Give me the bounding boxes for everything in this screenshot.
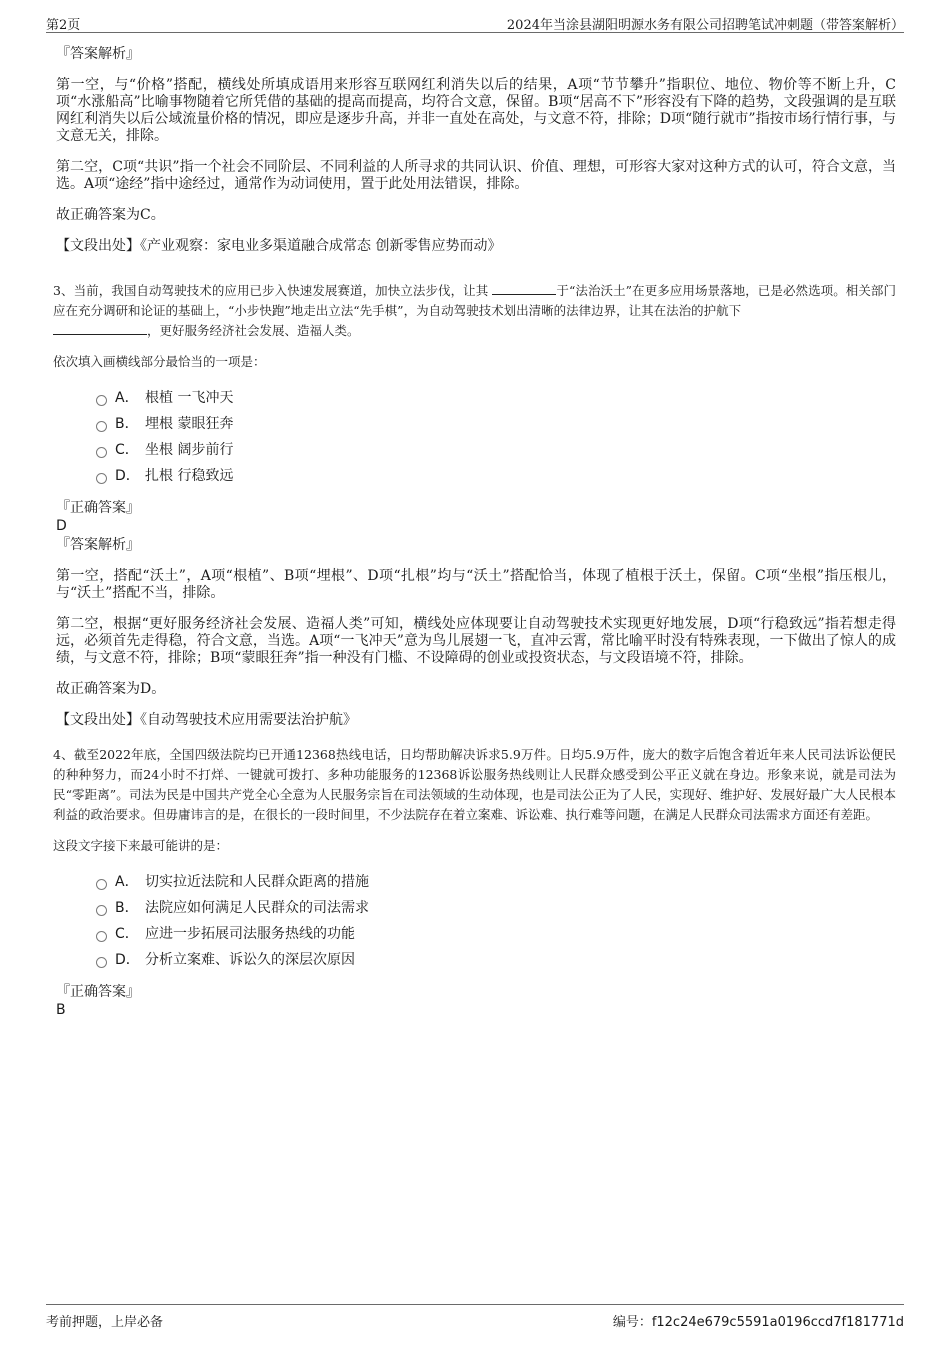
option-text: 分析立案难、诉讼久的深层次原因 <box>145 952 355 968</box>
page-header <box>46 12 904 33</box>
analysis-label: 『答案解析』 <box>56 537 140 553</box>
analysis-paragraph: 第二空，C项“共识”指一个社会不同阶层、不同利益的人所寻求的共同认识、价值、理想，可形容大家对这种方式的认可，符合文意，当选。A项“途经”指中途经过，通常作为动词使用，置于此处用法错误，排除。 <box>56 159 896 192</box>
radio-icon[interactable] <box>96 447 107 458</box>
option-text: 坐根 阔步前行 <box>145 442 234 458</box>
option-text: 应进一步拓展司法服务热线的功能 <box>145 926 355 942</box>
analysis-paragraph: 第二空，根据“更好服务经济社会发展、造福人类”可知，横线处应体现要让自动驾驶技术实现更好地发展，D项“行稳致远”指若想走得远，必须首先走得稳，符合文意，当选。A项“一飞冲天”意为鸟儿展翅一飞，直冲云霄，常比喻平时没有特殊表现，一下做出了惊人的成绩，与文意不符，排除；B项“蒙眼狂奔”指一种没有门槛、不设障碍的创业或投资状态，与文段语境不符，排除。 <box>56 616 896 666</box>
correct-answer-label: 『正确答案』 <box>56 500 140 516</box>
option-d[interactable] <box>96 947 896 973</box>
question-stem-3 <box>53 281 896 341</box>
option-letter: A． <box>115 390 139 406</box>
option-b[interactable] <box>96 411 896 437</box>
radio-icon[interactable] <box>96 905 107 916</box>
page-number: 第2页 <box>46 18 81 33</box>
analysis-paragraph: 第一空，搭配“沃土”，A项“根植”、B项“埋根”、D项“扎根”均与“沃土”搭配恰当，体现了植根于沃土，保留。C项“坐根”指压根儿，与“沃土”搭配不当，排除。 <box>56 568 896 601</box>
page-footer <box>46 1304 904 1330</box>
analysis-label: 『答案解析』 <box>56 46 140 62</box>
option-list <box>96 869 896 973</box>
answer-conclusion: 故正确答案为D。 <box>56 681 166 697</box>
fill-blank <box>492 281 556 295</box>
radio-icon[interactable] <box>96 879 107 890</box>
analysis-paragraph: 第一空，与“价格”搭配，横线处所填成语用来形容互联网红利消失以后的结果，A项“节节攀升”指职位、地位、物价等不断上升，C项“水涨船高”比喻事物随着它所凭借的基础的提高而提高，均符合文意，保留。B项“居高不下”形容没有下降的趋势，文段强调的是互联网红利消失以后公域流量价格的情况，即应是逐步升高，并非一直处在高处，与文意不符，排除；D项“随行就市”指按市场行情行事，与文意无关，排除。 <box>56 77 896 144</box>
correct-answer-label: 『正确答案』 <box>56 984 140 1000</box>
radio-icon[interactable] <box>96 395 107 406</box>
option-c[interactable] <box>96 921 896 947</box>
document-id: 编号：f12c24e679c5591a0196ccd7f181771d <box>612 1315 904 1330</box>
correct-answer-value: D <box>56 518 67 534</box>
document-title: 2024年当涂县湖阳明源水务有限公司招聘笔试冲刺题（带答案解析） <box>506 18 904 33</box>
option-letter: C． <box>115 926 139 942</box>
radio-icon[interactable] <box>96 473 107 484</box>
correct-answer-value: B <box>56 1002 66 1018</box>
option-text: 切实拉近法院和人民群众距离的措施 <box>145 874 369 890</box>
option-text: 埋根 蒙眼狂奔 <box>145 416 234 432</box>
page-content <box>53 46 896 1021</box>
question-prompt: 这段文字接下来最可能讲的是： <box>53 838 229 853</box>
radio-icon[interactable] <box>96 421 107 432</box>
fill-blank <box>53 321 147 335</box>
option-d[interactable] <box>96 463 896 489</box>
option-list <box>96 385 896 489</box>
source-citation: 【文段出处】《自动驾驶技术应用需要法治护航》 <box>56 712 357 728</box>
option-letter: B． <box>115 900 139 916</box>
option-letter: D． <box>115 468 140 484</box>
option-letter: C． <box>115 442 139 458</box>
stem-text: 于“法治沃土”在更多应用场景落地，已是必然选项。相关部门应在充分调研和论证的基础上，“小步快跑”地走出立法“先手棋”，为自动驾驶技术划出清晰的法律边界，让其在法治的护航下 <box>53 283 896 318</box>
stem-text: ，更好服务经济社会发展、造福人类。 <box>147 323 360 338</box>
radio-icon[interactable] <box>96 957 107 968</box>
option-b[interactable] <box>96 895 896 921</box>
footer-slogan: 考前押题，上岸必备 <box>46 1315 164 1330</box>
stem-text: 3、当前，我国自动驾驶技术的应用已步入快速发展赛道，加快立法步伐，让其 <box>53 283 489 298</box>
source-citation: 【文段出处】《产业观察：家电业多渠道融合成常态 创新零售应势而动》 <box>56 238 502 254</box>
option-letter: B． <box>115 416 139 432</box>
option-c[interactable] <box>96 437 896 463</box>
option-a[interactable] <box>96 869 896 895</box>
radio-icon[interactable] <box>96 931 107 942</box>
question-prompt: 依次填入画横线部分最恰当的一项是： <box>53 354 266 369</box>
option-text: 根植 一飞冲天 <box>145 390 234 406</box>
option-text: 扎根 行稳致远 <box>145 468 234 484</box>
question-stem-4: 4、截至2022年底，全国四级法院均已开通12368热线电话，日均帮助解决诉求5.9万件。日均5.9万件，庞大的数字后饱含着近年来人民司法诉讼便民的种种努力，而24小时不打烊、一键就可拨打、多种功能服务的12368诉讼服务热线则让人民群众感受到公平正义就在身边。形象来说，就是司法为民“零距离”。司法为民是中国共产党全心全意为人民服务宗旨在司法领域的生动体现，也是司法公正为了人民，实现好、维护好、发展好最广大人民根本利益的政治要求。但毋庸讳言的是，在很长的一段时间里，不少法院存在着立案难、诉讼难、执行难等问题，在满足人民群众司法需求方面还有差距。 <box>53 747 896 822</box>
option-letter: D． <box>115 952 140 968</box>
option-a[interactable] <box>96 385 896 411</box>
option-text: 法院应如何满足人民群众的司法需求 <box>145 900 369 916</box>
answer-conclusion: 故正确答案为C。 <box>56 207 165 223</box>
option-letter: A． <box>115 874 139 890</box>
